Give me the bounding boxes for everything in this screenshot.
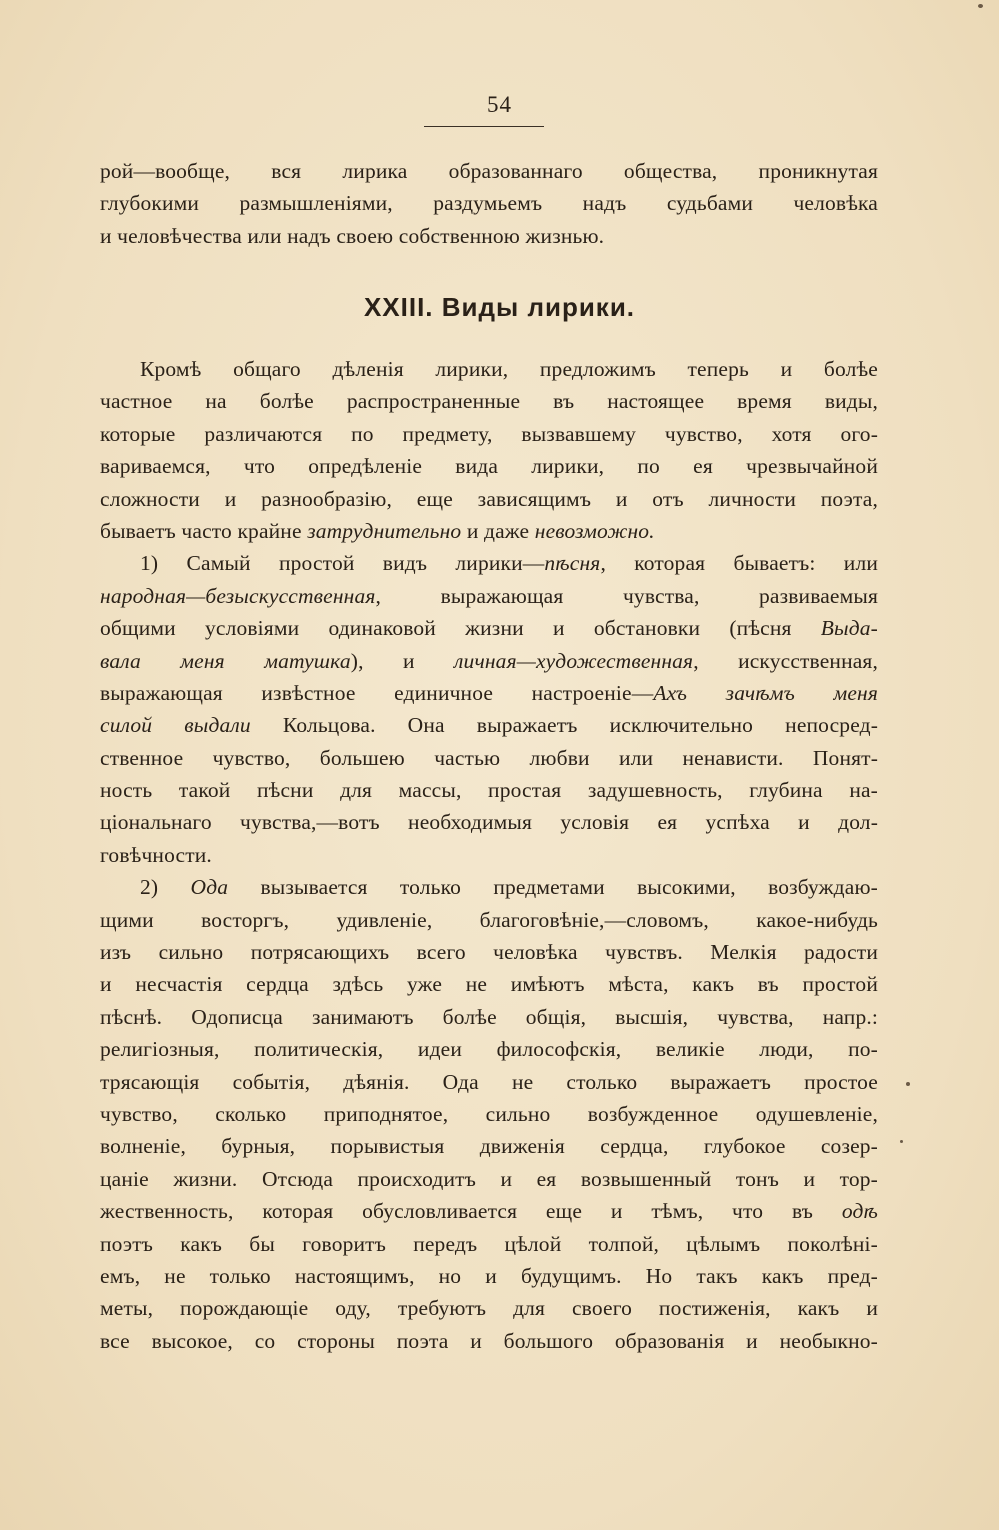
- text-line: пѣснѣ. Одописца занимаютъ болѣе общія, высшія, чувства, напр.:: [100, 1004, 878, 1029]
- text-line: и человѣчества или надъ своею собственною жизнью.: [100, 223, 605, 248]
- text-line: бываетъ часто крайне затруднительно и даже невозможно.: [100, 518, 655, 543]
- text-line: емъ, не только настоящимъ, но и будущимъ. Но такъ какъ пред-: [100, 1263, 878, 1288]
- text-line: Кромѣ общаго дѣленія лирики, предложимъ теперь и болѣе: [140, 357, 878, 381]
- text-line: волненіе, бурныя, порывистыя движенія сердца, глубокое созер-: [100, 1134, 878, 1159]
- text-line: поэтъ какъ бы говоритъ передъ цѣлой толпой, цѣлымъ поколѣні-: [100, 1231, 878, 1256]
- text-line: религіозныя, политическія, идеи философскія, великіе люди, по-: [100, 1037, 878, 1062]
- text-line: трясающія событія, дѣянія. Ода не столько выражаетъ простое: [100, 1069, 878, 1094]
- text-line: ціональнаго чувства,—вотъ необходимыя условія ея успѣха и дол-: [100, 810, 878, 835]
- italic-term: Ода: [190, 875, 229, 900]
- body-text: [100, 353, 878, 1357]
- text-line: и несчастія сердца здѣсь уже не имѣютъ мѣста, какъ въ простой: [100, 972, 878, 997]
- italic-term: народная—безыскусственная: [100, 583, 376, 608]
- italic-term: одѣ: [841, 1199, 878, 1224]
- header-rule: [424, 126, 544, 127]
- italic-term: силой выдали: [100, 713, 251, 738]
- text-line: жественность, которая обусловливается еще и тѣмъ, что въ одѣ: [100, 1199, 878, 1224]
- text-line: все высокое, со стороны поэта и большого образованія и необыкно-: [100, 1328, 878, 1353]
- text-line: сложности и разнообразію, еще зависящимъ и отъ личности поэта,: [100, 486, 878, 511]
- paper-speck: [978, 4, 983, 8]
- text-line: 1) Самый простой видъ лирики—пѣсня, которая бываетъ: или: [140, 551, 878, 576]
- text-line: выражающая извѣстное единичное настроеніе—Ахъ зачѣмъ меня: [100, 680, 878, 705]
- text-line: цаніе жизни. Отсюда происходитъ и ея возвышенный тонъ и тор-: [100, 1166, 878, 1191]
- italic-term: личная—художественная: [454, 648, 694, 673]
- italic-term: невозможно.: [534, 518, 655, 543]
- text-line: рой—вообще, вся лирика образованнаго общества, проникнутая: [100, 159, 878, 183]
- text-line: говѣчности.: [100, 842, 212, 867]
- text-line: общими условіями одинаковой жизни и обстановки (пѣсня Выда-: [100, 616, 878, 641]
- italic-term: Выда-: [820, 616, 878, 641]
- italic-term: пѣсня: [544, 551, 601, 576]
- paper-speck: [906, 1082, 910, 1086]
- text-line: народная—безыскусственная, выражающая чувства, развиваемыя: [100, 583, 878, 608]
- text-line: чувство, сколько приподнятое, сильно возбужденное одушевленіе,: [100, 1101, 878, 1126]
- text-line: силой выдали Кольцова. Она выражаетъ исключительно непосред-: [100, 713, 879, 738]
- text-line: щими восторгъ, удивленіе, благоговѣніе,—словомъ, какое-нибудь: [100, 907, 878, 932]
- text-line: 2) Ода вызывается только предметами высокими, возбуждаю-: [140, 875, 878, 900]
- intro-paragraph: [100, 155, 878, 252]
- text-line: частное на болѣе распространенные въ настоящее время виды,: [100, 389, 878, 414]
- text-line: изъ сильно потрясающихъ всего человѣка чувствъ. Мелкія радости: [100, 940, 878, 965]
- italic-term: затруднительно: [307, 518, 462, 543]
- text-line: вала меня матушка), и личная—художественная, искусственная,: [100, 648, 878, 673]
- italic-term: Ахъ зачѣмъ меня: [653, 680, 878, 705]
- text-line: которые различаются по предмету, вызвавшему чувство, хотя ого-: [100, 421, 878, 446]
- text-line: ственное чувство, большею частью любви или ненависти. Понят-: [100, 745, 878, 770]
- paper-speck: [900, 1140, 903, 1143]
- italic-term: вала меня матушка: [100, 648, 351, 673]
- text-line: вариваемся, что опредѣленіе вида лирики, по ея чрезвычайной: [100, 454, 878, 479]
- section-heading: XXIII. Виды лирики.: [363, 292, 636, 322]
- text-line: меты, порождающіе оду, требуютъ для своего постиженія, какъ и: [100, 1296, 878, 1321]
- text-line: ность такой пѣсни для массы, простая задушевность, глубина на-: [100, 778, 878, 803]
- text-line: глубокими размышленіями, раздумьемъ надъ судьбами человѣка: [100, 191, 878, 216]
- page-number: 54: [487, 92, 512, 117]
